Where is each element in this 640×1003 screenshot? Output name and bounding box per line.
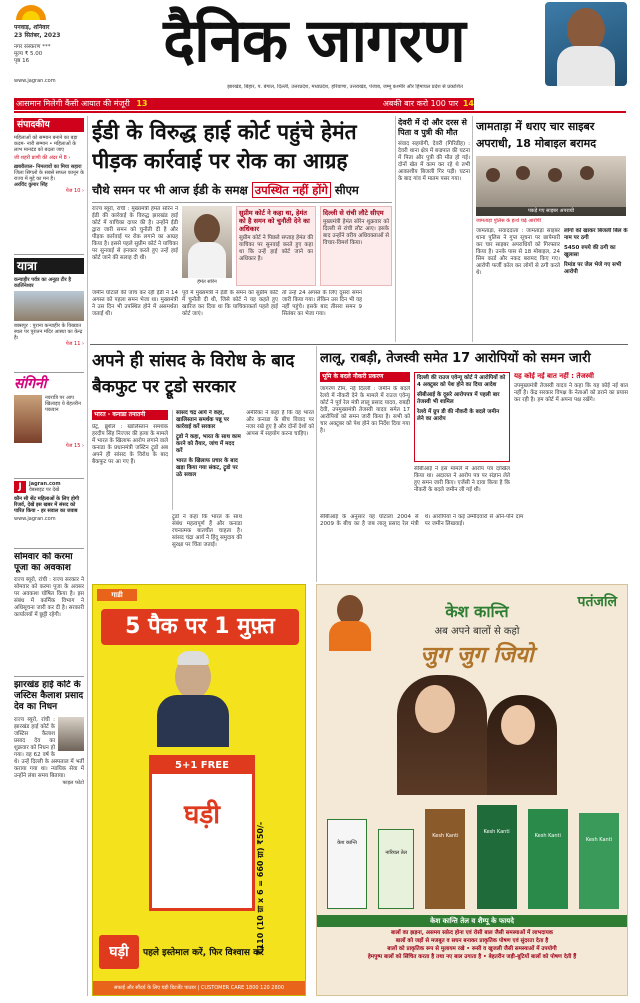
sun-logo-icon bbox=[14, 4, 48, 20]
ghadi-ad-logo-icon bbox=[99, 935, 139, 969]
product-label: Kesh Kanti bbox=[483, 829, 510, 835]
product-bottle bbox=[425, 809, 465, 909]
sangini-text: नवरात्रि पर आप खिलाइए ये बेहतरीन पकवान bbox=[45, 395, 81, 413]
trudeau-bullet: सांसद चंद्र आर्य ने कहा, खालिस्तान समर्थक पन्नू पर कार्रवाई करें सरकार bbox=[176, 410, 229, 430]
lalu-tag: भूमि के बदले नौकरी प्रकरण bbox=[320, 372, 410, 382]
jamtara-bullets bbox=[564, 228, 628, 340]
ticker-left-page: 13 bbox=[136, 99, 148, 108]
lalu-side-headline: यह कोई नई बात नहीं : तेजस्वी bbox=[514, 372, 594, 380]
lead-box-cm-return bbox=[320, 206, 392, 286]
box2-body: मुख्यमंत्री हेमंत सोरेन शुक्रवार को दिल्ली से रांची लौट आए। इसके बाद उन्होंने वरीय अधिवक्ताओं से विचार-विमर्श किया। bbox=[323, 219, 389, 246]
jamtara-headline: जामताड़ा में धराए चार साइबर अपराधी, 18 मोबाइल बरामद bbox=[476, 120, 597, 150]
lead-headline: ईडी के विरुद्ध हाई कोर्ट पहुंचे हेमंत पीड़क कार्रवाई पर रोक का आग्रह bbox=[92, 120, 357, 173]
devari-story bbox=[398, 118, 470, 342]
yatra-heading: कन्याहीर पर्वत्र का अनूठा टीर है कालिंनेश्वर bbox=[14, 277, 72, 289]
patanjali-ad-guru bbox=[325, 591, 375, 651]
lead-box-supreme-court bbox=[236, 206, 316, 286]
lead-photo bbox=[182, 206, 232, 278]
ghadi-ad-headline: 5 पैक पर 1 मुफ़्त bbox=[101, 609, 299, 645]
patanjali-ad-title: केश कान्ति bbox=[445, 602, 509, 621]
hc-justice-headline: झारखंड हाई कोर्ट के जस्टिस कैलाश प्रसाद देव का निधन bbox=[14, 680, 84, 712]
lalu-side-story bbox=[514, 372, 628, 512]
sidebar-rule-5 bbox=[14, 676, 84, 677]
hc-justice-story bbox=[14, 680, 84, 996]
editorial-author: अरविंद कुमार सिंह bbox=[14, 182, 48, 188]
devari-body: संवाद सहयोगी, देवरी (गिरिडीह) : देवरी थाना क्षेत्र में बज्रपात की घटना में पिता और पुत्री की मौत हो गई। दोनों खेत में काम कर रहे थे तभी आकाशीय बिजली गिर पड़ी। घटना के बाद गांव में मातम पसर गया। bbox=[398, 141, 470, 182]
patanjali-ad-models bbox=[377, 675, 577, 795]
masthead-divider bbox=[14, 111, 626, 113]
sidebar-divider bbox=[87, 116, 88, 996]
jagran-web-url[interactable]: www.jagran.com bbox=[14, 516, 56, 522]
sangini-photo bbox=[14, 395, 42, 443]
lead-subhead-suffix: सीएम bbox=[334, 183, 359, 197]
editorial-more-link[interactable]: जी शहरी प्राणी की अंदर में 8 › bbox=[14, 155, 71, 161]
product-label: Kesh Kanti bbox=[585, 837, 613, 843]
product-label: Kesh Kanti bbox=[534, 833, 561, 839]
lalu-body-2: सीबीआई ने इस मामले में आरोप पत्र दाखिल किया था। अदालत ने आरोप पत्र पर संज्ञान लेते हुए समन जारी किए। एजेंसी ने दावा किया है कि नौकरी के बदले जमीन ली गई थी। bbox=[414, 466, 510, 493]
edition-info: नगर संस्करण *** मूल्य ₹ 5.00 पृष्ठ 16 bbox=[14, 44, 51, 64]
ghadi-ad-tagline: पहले इस्तेमाल करें, फिर विश्वास करें bbox=[143, 948, 264, 958]
jamtara-photo-caption: पकड़े गए साइबर अपराधी bbox=[476, 207, 626, 216]
patanjali-ad-brand: पतंजलि bbox=[577, 594, 617, 610]
ghadi-ad-celebrity bbox=[153, 651, 233, 747]
somvar-body: राज्य ब्यूरो, रांची : राज्य सरकार ने सोमवार को करमा पूजा के अवसर पर अवकाश घोषित किया है। इस संबंध में कार्मिक विभाग ने अधिसूचना जारी कर दी है। सरकारी कार्यालयों में छुट्टी रहेगी। bbox=[14, 577, 84, 618]
hc-justice-photo-caption: फाइल फोटो bbox=[62, 780, 84, 786]
trudeau-body: प्रेट्र, ब्रुशैल : खालिस्तान समर्थक हरदीप सिंह निज्जर की हत्या के मामले में भारत के खिलाफ आरोप लगाने वाले कनाडा के प्रधानमंत्री जस्टिन ट्रूडो अब अपने ही सांसद के विरोध के बाद बैकफुट पर आ गए हैं। bbox=[92, 424, 168, 465]
lead-body-col3: तो उन्हें 24 अगस्त के लिए दूसरा समन जारी किया गया। लेकिन उस दिन भी वह नहीं पहुंचे। इसके बाद तीसरा समन 9 सितंबर का भेजा गया। bbox=[282, 290, 362, 317]
lalu-body: जागरण टीम, नई दिल्ली : जमीन के बदले रेलवे में नौकरी देने के मामले में राउज एवेन्यू कोर्ट ने पूर्व रेल मंत्री लालू प्रसाद यादव, राबड़ी देवी, उपमुख्यमंत्री तेजस्वी यादव समेत 17 आरोपियों को समन जारी किया है। सभी को चार अक्टूबर को पेश होने का निर्देश दिया गया है। bbox=[320, 386, 410, 434]
somvar-headline: सोमवार को करमा पूजा का अवकाश bbox=[14, 552, 73, 573]
patanjali-ad-benefits-head: केश कान्ति तेल व शैम्पू के फायदे bbox=[317, 915, 627, 927]
ghadi-ad-footer: सफाई और सौंदर्य के लिए घड़ी डिटर्जेंट पाउडर | CUSTOMER CARE 1800 120 2800 bbox=[93, 981, 305, 995]
hc-justice-photo bbox=[58, 717, 84, 751]
ticker-left[interactable] bbox=[16, 98, 216, 110]
lalu-bullet: सीबीआई के दूसरे आरोपपत्र में पहली बार तेजस्वी भी शामिल bbox=[417, 392, 500, 405]
patanjali-ad-products bbox=[327, 799, 619, 909]
devari-divider bbox=[472, 116, 473, 342]
product-bottle bbox=[327, 819, 367, 909]
jamtara-bullet: लोगों को खाकर बिजली बिल के नाम पर ठगी bbox=[564, 228, 628, 241]
lalu-body-3: सीबीआई के अनुसार यह घोटाला 2004 से 2009 के बीच का है जब लालू प्रसाद रेल मंत्री थे। आरोपियों ने कई उम्मीदवारों से औने-पौने दाम पर जमीन लिखवाई। bbox=[320, 514, 524, 527]
sangini-page-link[interactable]: पेज 15 › bbox=[65, 443, 84, 449]
center-divider bbox=[395, 116, 396, 342]
yatra-text: बक्सपुर : पुराना कन्याहीर के विख्यात स्थल पर पुरातन मंदिर आस्था का केन्द्र है। bbox=[14, 323, 83, 341]
lalu-bullet: रेलवे में ग्रुप डी की नौकरी के बदले जमीन लेने का आरोप bbox=[417, 409, 500, 422]
ghadi-ad-price: ₹110 (10 ग्रा x 6 = 660 ग्रा) ₹50/- bbox=[256, 821, 265, 955]
sangini-section bbox=[14, 375, 84, 475]
lead-body-col2: पूर्व में मुख्यमंत्री ने ईडी के समन को सुप्रीम कोर्ट में चुनौती दी थी, जिसे कोर्ट ने यह कहते हुए खारिज कर दिया था कि याचिकाकर्ता पहले हाई कोर्ट जाएं। bbox=[182, 290, 278, 317]
trudeau-body-2: ट्रूडो ने कहा कि भारत के साथ संबंध महत्वपूर्ण हैं और कनाडा रचनात्मक बातचीत चाहता है। सांसद चंद्रा आर्य ने हिंदू समुदाय की सुरक्षा पर चिंता जताई। bbox=[172, 514, 242, 548]
jagran-logo-icon: J bbox=[14, 481, 26, 493]
jamtara-bullet: 5450 रुपये की ठगी का खुलासा bbox=[564, 245, 616, 258]
ghadi-ad-logo-text: घड़ी bbox=[109, 944, 129, 960]
ghadi-ad[interactable] bbox=[92, 584, 306, 996]
editorial-item2: ख़बरीलाल- निमलावों का मिया सहारा bbox=[14, 164, 82, 170]
trudeau-bullet: भारत के खिलाफ प्रचार के बाद खड़ा किया गया संकट, ट्रूडो पर उठे सवाल bbox=[176, 458, 238, 478]
ticker-right-page: 14 bbox=[462, 99, 474, 108]
lead-subhead bbox=[92, 181, 392, 199]
editorial-title: संपादकीय bbox=[14, 118, 84, 132]
lalu-bullet: दिल्ली की राउज एवेन्यू कोर्ट ने आरोपियों को 4 अक्टूबर को पेश होने का दिया आदेश bbox=[417, 375, 506, 388]
publication-regions: झारखंड, बिहार, प. बंगाल, दिल्ली, उत्तरप्रदेश, मध्यप्रदेश, हरियाणा, उत्तराखंड, पंजाब, जम्मू कश्मीर और हिमाचल प्रदेश से प्रकाशित bbox=[227, 84, 463, 90]
ticker-right-text: अबकी बार करो 100 पार bbox=[382, 99, 459, 108]
editorial-page-link[interactable]: पेज 10 › bbox=[65, 188, 84, 194]
ghadi-ad-pack bbox=[149, 755, 255, 911]
lalu-side-body: उपमुख्यमंत्री तेजस्वी यादव ने कहा कि यह कोई नई बात नहीं है। केंद्र सरकार विपक्ष के नेताओं को डराने का प्रयास कर रही है। हम कोर्ट में अपना पक्ष रखेंगे। bbox=[514, 383, 628, 403]
trudeau-tag: भारत - कनाडा तनातनी bbox=[92, 410, 168, 420]
issue-date: पनवाड़, शनिवार 23 सितंबर, 2023 bbox=[14, 24, 61, 39]
sidebar-rule-3 bbox=[14, 478, 84, 479]
trudeau-bullet: ट्रूडो ने कहा, भारत के साथ काम करने को तैयार, जांच में मदद करें bbox=[176, 434, 241, 454]
patanjali-ad-benefits bbox=[323, 929, 621, 993]
yatra-title: यात्रा bbox=[14, 258, 84, 274]
trudeau-body-3: अमेरिका ने कहा है कि वह भारत और कनाडा के बीच विवाद पर नजर रखे हुए है और दोनों देशों को आपस में सहयोग करना चाहिए। bbox=[246, 410, 314, 437]
yatra-photo bbox=[14, 291, 84, 321]
sangini-title: संगिनी bbox=[14, 376, 47, 392]
jamtara-caption: जामताड़ा पुलिस के हत्थे चढ़े आरोपी bbox=[476, 218, 541, 224]
ghadi-ad-top-label: गाडी bbox=[97, 589, 137, 601]
benefit-item: बालों का झड़ना, असमय सफ़ेद होना एवं रोसी बाल जैसी समस्याओं में लाभदायक bbox=[391, 930, 553, 936]
editorial-item2-text: जिला सिंगलो के सबसे सफल कानून के राज्य में मुद्दे का मन है। bbox=[14, 170, 84, 182]
jagran-web-text: कौन सी सेंट महिलाओं के लिए होगी रिजर्व, देखें इस खबर में संसद को पारित किया - हर सवाल का जवाब bbox=[14, 496, 80, 514]
yatra-section bbox=[14, 258, 84, 368]
benefit-item: हेमपुष्प बालों को सिंचित करता है तथा नए बाल उगाता है • बेहतरीन जड़ी-बूटियों बालों को पोषण देती हैं bbox=[367, 954, 577, 960]
ticker-right[interactable] bbox=[380, 98, 474, 110]
product-label: केश कान्ति bbox=[337, 840, 357, 846]
jamtara-bullet: रिमांड पर जेल भेजे गए सभी आरोपी bbox=[564, 262, 622, 275]
lead-body-col1: राज्य ब्यूरो, रांची : मुख्यमंत्री हेमंत सोरेन ने ईडी की कार्रवाई के विरुद्ध झारखंड हाई कोर्ट में याचिका दायर की है। उन्होंने ईडी द्वारा जारी समन को चुनौती दी है और पीड़क कार्रवाई पर रोक लगाने का आग्रह किया है। इससे पहले सुप्रीम कोर्ट ने याचिका पर सुनवाई से इनकार करते हुए उन्हें हाई कोर्ट जाने की सलाह दी थी। bbox=[92, 206, 178, 261]
sidebar-rule-2 bbox=[14, 372, 84, 373]
yatra-page-link[interactable]: पेज 11 › bbox=[65, 341, 84, 347]
jagran-web-line2: वेबसाइट पर देखें bbox=[29, 487, 60, 493]
lead-subhead-boxed: उपस्थित नहीं होंगे bbox=[252, 182, 331, 198]
product-label: Kesh Kanti bbox=[432, 833, 459, 839]
lalu-headline: लालू, राबड़ी, तेजस्वी समेत 17 आरोपियों को समन जारी bbox=[320, 351, 591, 366]
product-bottle bbox=[477, 805, 517, 909]
lead-body-col4: जमीन घोटाले की जांच कर रही ईडी ने 14 अगस्त को पहला समन भेजा था। मुख्यमंत्री ने उस दिन भी उपस्थित होने में असमर्थता जताई थी। bbox=[92, 290, 178, 317]
jagran-web-section bbox=[14, 481, 84, 545]
sidebar-rule-1 bbox=[14, 254, 84, 255]
trudeau-lalu-divider bbox=[316, 346, 317, 582]
masthead bbox=[0, 0, 640, 98]
patanjali-ad-script: जुग जुग जियो bbox=[420, 643, 534, 668]
editorial-text: महिलाओं को सम्मान बनाने का बड़ा कदम- नारी सम्मान • महिलाओं के लाभ मानदंड को बदला जाए bbox=[14, 135, 78, 153]
devari-headline: देवरी में दो और दरस से पिता व पुत्री की मौत bbox=[398, 118, 467, 137]
mid-rule bbox=[90, 344, 628, 345]
jagran-web-line1: jagran.com bbox=[29, 481, 61, 487]
product-bottle bbox=[579, 813, 619, 909]
somvar-story bbox=[14, 552, 84, 672]
ticker-left-text: आसमान मिलेगी कैंसी आयात की मंजूरी bbox=[16, 99, 130, 108]
jamtara-photo bbox=[476, 156, 626, 216]
box1-headline: सुप्रीम कोर्ट ने कहा था, हेमंत को है समन को चुनौती देने का अधिकार bbox=[239, 209, 310, 233]
lalu-bullets bbox=[414, 372, 510, 462]
box1-body: सुप्रीम कोर्ट ने पिछले सप्ताह हेमंत की याचिका पर सुनवाई करते हुए कहा था कि उन्हें हाई कोर्ट जाने का अधिकार है। bbox=[239, 235, 313, 262]
product-label: नारियल तेल bbox=[385, 850, 407, 856]
product-bottle bbox=[528, 809, 568, 909]
lead-rule bbox=[92, 202, 392, 203]
benefit-item: बालों को प्राकृतिक रूप से मुलायम रखे • रूसी व खुजली जैसी समस्याओं में उपयोगी bbox=[387, 946, 557, 952]
product-bottle bbox=[378, 829, 414, 909]
ghadi-ad-brand: घड़ी bbox=[183, 800, 220, 830]
hc-justice-body: राज्य ब्यूरो, रांची : झारखंड हाई कोर्ट के जस्टिस कैलाश प्रसाद देव का शुक्रवार को निधन हो गया। वह 62 वर्ष के थे। उन्हें दिल्ली के अस्पताल में भर्ती कराया गया था। न्यायिक सेवा में उन्होंने लंबा समय बिताया। bbox=[14, 717, 84, 779]
trudeau-headline: अपने ही सांसद के विरोध के बाद बैकफुट पर ट्रूडो सरकार bbox=[92, 351, 295, 397]
lead-photo-caption: हेमंत सोरेन bbox=[197, 279, 217, 285]
editorial-section bbox=[14, 118, 84, 250]
website-link[interactable]: www.jagran.com bbox=[14, 78, 56, 84]
trudeau-bullets bbox=[172, 410, 242, 510]
patanjali-ad[interactable] bbox=[316, 584, 628, 996]
patanjali-ad-subtitle: अब अपने बालों से कहो bbox=[434, 626, 520, 637]
lead-subhead-prefix: चौथे समन पर भी आज ईडी के समक्ष bbox=[92, 183, 248, 197]
benefit-item: बालों को जड़ों से मजबूत व सघन बनाकर प्राकृतिक पोषण एवं सुंदरता देता है bbox=[395, 938, 549, 944]
box2-headline: दिल्ली से रांची लौटे सीएम bbox=[323, 209, 384, 217]
jamtara-body: जामताड़ा, संवाददाता : जामताड़ा साइबर थाना पुलिस ने गुप्त सूचना पर छापेमारी कर चार साइबर अपराधियों को गिरफ्तार किया है। उनके पास से 18 मोबाइल, 24 सिम कार्ड और नकद बरामद किए गए। आरोपी फर्जी कॉल कर लोगों से ठगी करते थे। bbox=[476, 228, 560, 276]
masthead-player-photo bbox=[545, 2, 627, 86]
ghadi-ad-offer: 5+1 FREE bbox=[152, 758, 252, 774]
sidebar-rule-4 bbox=[14, 548, 84, 549]
newspaper-title: दैनिक जागरण bbox=[163, 6, 465, 76]
